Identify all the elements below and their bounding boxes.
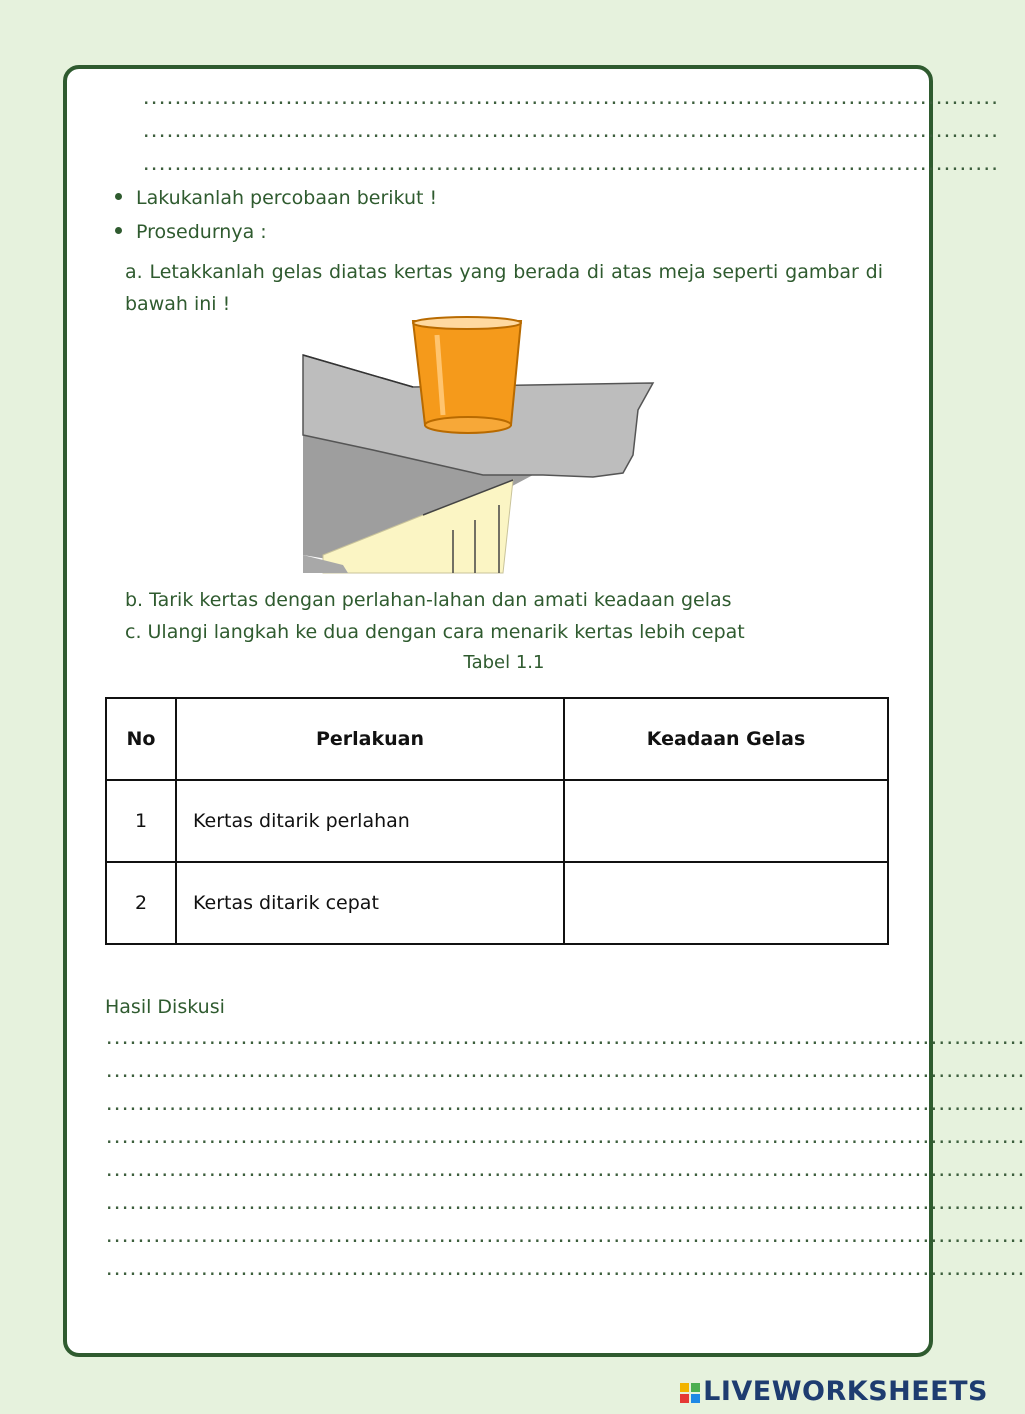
logo-squares-icon <box>679 1382 703 1404</box>
header-perlakuan: Perlakuan <box>176 698 564 780</box>
cup-icon <box>413 321 521 425</box>
table-row <box>106 862 888 944</box>
table-header-row <box>106 698 888 780</box>
table-caption: Tabel 1.1 <box>463 652 545 673</box>
discussion-line[interactable]: .................................................................................................................... <box>105 1230 1025 1246</box>
bullet-icon <box>115 193 122 200</box>
cell-no: 1 <box>106 780 176 862</box>
header-no: No <box>106 698 176 780</box>
step-a: a. Letakkanlah gelas diatas kertas yang berada di atas meja seperti gambar di bawah ini ! <box>125 261 883 315</box>
cell-keadaan-input[interactable] <box>564 862 888 944</box>
step-b: b. Tarik kertas dengan perlahan-lahan dan amati keadaan gelas <box>125 589 732 611</box>
liveworksheets-logo[interactable] <box>679 1376 988 1407</box>
cell-keadaan-input[interactable] <box>564 780 888 862</box>
header-keadaan-gelas: Keadaan Gelas <box>564 698 888 780</box>
answer-line[interactable]: ............................................................................................................ <box>142 125 999 141</box>
logo-text: LIVEWORKSHEETS <box>703 1376 988 1407</box>
cell-no: 2 <box>106 862 176 944</box>
cell-perlakuan-text: Kertas ditarik cepat <box>193 892 379 914</box>
answer-line[interactable]: ............................................................................................................ <box>142 158 999 174</box>
bullet-icon <box>115 227 122 234</box>
bullet-text: Lakukanlah percobaan berikut ! <box>136 187 438 209</box>
cell-perlakuan-text: Kertas ditarik perlahan <box>193 810 410 832</box>
discussion-line[interactable]: .................................................................................................................... <box>105 1263 1025 1279</box>
glass-on-paper-illustration <box>303 315 673 575</box>
answer-line[interactable]: ............................................................................................................ <box>142 92 999 108</box>
discussion-line[interactable]: .................................................................................................................... <box>105 1131 1025 1147</box>
discussion-line[interactable]: .................................................................................................................... <box>105 1164 1025 1180</box>
bullet-item <box>115 221 267 243</box>
bullet-item <box>115 187 437 209</box>
discussion-line[interactable]: .................................................................................................................... <box>105 1098 1025 1114</box>
step-c: c. Ulangi langkah ke dua dengan cara menarik kertas lebih cepat <box>125 621 745 643</box>
table-row <box>106 780 888 862</box>
discussion-line[interactable]: .................................................................................................................... <box>105 1032 1025 1048</box>
discussion-heading: Hasil Diskusi <box>105 996 225 1018</box>
bullet-text: Prosedurnya : <box>136 221 267 243</box>
observation-table <box>105 697 889 945</box>
discussion-line[interactable]: .................................................................................................................... <box>105 1065 1025 1081</box>
discussion-line[interactable]: .................................................................................................................... <box>105 1197 1025 1213</box>
cell-perlakuan <box>176 862 564 944</box>
cell-perlakuan <box>176 780 564 862</box>
